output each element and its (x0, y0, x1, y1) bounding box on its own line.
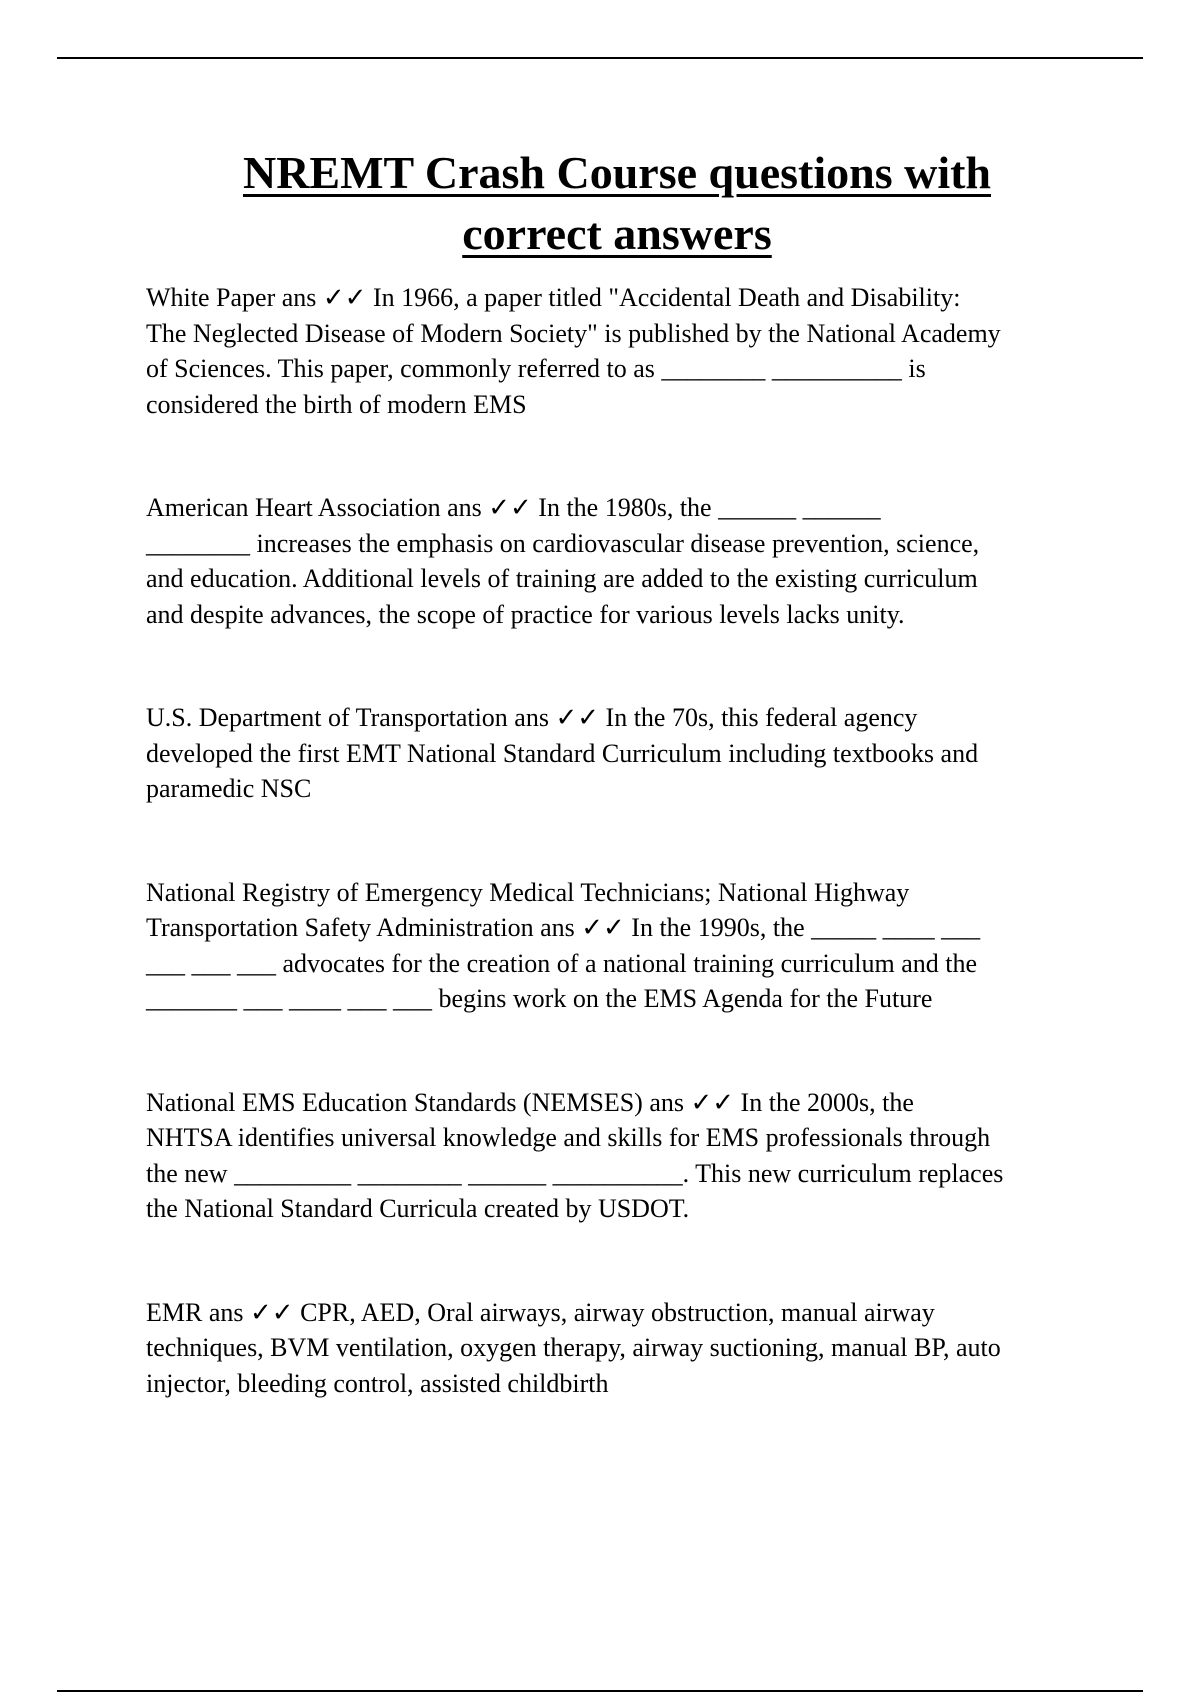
qa-item-white-paper: White Paper ans ✓✓ In 1966, a paper titled "Accidental Death and Disability: The Neglected Disease of Modern Society" is published by the National Academy of Sciences. This paper, commonly referred to as ________ __________ is considered the birth of modern EMS (146, 283, 1001, 419)
title-line-2: correct answers (462, 208, 772, 259)
qa-item-american-heart-association: American Heart Association ans ✓✓ In the 1980s, the ______ ______ ________ increases the emphasis on cardiovascular disease prevention, science, and education. Additional levels of training are added to the existing curriculum and despite advances, the scope of practice for various levels lacks unity. (146, 493, 980, 629)
top-rule (57, 57, 1143, 59)
question-list (146, 280, 1086, 1469)
qa-item-us-dot: U.S. Department of Transportation ans ✓✓ In the 70s, this federal agency developed the first EMT National Standard Curriculum including textbooks and paramedic NSC (146, 703, 979, 803)
bottom-rule (57, 1690, 1143, 1692)
document-title (100, 142, 1134, 264)
qa-item-nemses: National EMS Education Standards (NEMSES) ans ✓✓ In the 2000s, the NHTSA identifies universal knowledge and skills for EMS professionals through the new _________ ________ ______ __________. This new curriculum replaces the National Standard Curricula created by USDOT. (146, 1087, 1004, 1223)
qa-item-national-registry: National Registry of Emergency Medical Technicians; National Highway Transportation Safety Administration ans ✓✓ In the 1990s, the _____ ____ ___ ___ ___ ___ advocates for the creation of a national training curriculum and the _______ ___ ____ ___ ___ begins work on the EMS Agenda for the Future (146, 877, 981, 1013)
qa-item-emr: EMR ans ✓✓ CPR, AED, Oral airways, airway obstruction, manual airway techniques, BVM ventilation, oxygen therapy, airway suctioning, manual BP, auto injector, bleeding control, assisted childbirth (146, 1297, 1001, 1398)
title-line-1: NREMT Crash Course questions with (242, 147, 992, 198)
